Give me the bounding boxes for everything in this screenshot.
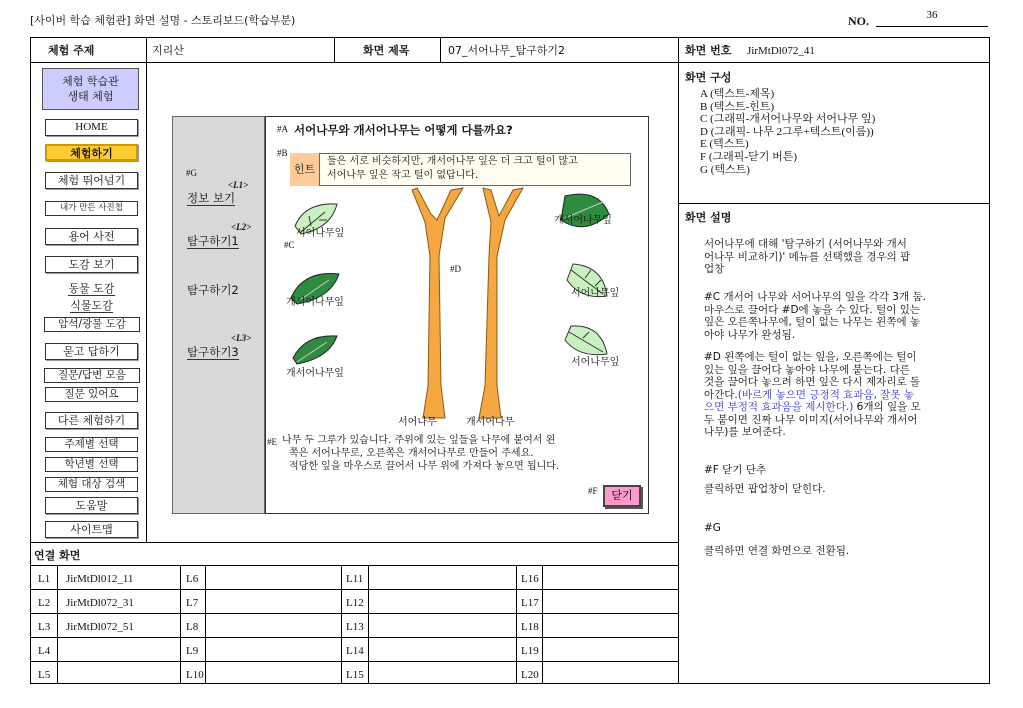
nav-skip-button[interactable]: 체험 뛰어넘기 — [45, 172, 138, 189]
popup-desc-line-2: 쪽은 서어나무로, 오른쪽은 개서어나무로 만들어 주세요. — [289, 448, 534, 459]
document-title: [사이버 학습 체험관] 화면 설명 - 스토리보드(학습부분) — [30, 14, 296, 27]
nav-experience-button[interactable]: 체험하기 — [45, 144, 138, 161]
link-target-cell: JirMtDl072_51 — [66, 621, 134, 633]
link-id-cell: L8 — [186, 621, 199, 633]
desc-line: 서어나무에 대해 '탐구하기 (서어나무와 개서 — [704, 238, 907, 250]
nav-header — [42, 68, 139, 110]
subject-value: 지리산 — [152, 44, 184, 57]
desc-line: #F 닫기 단추 — [704, 464, 767, 476]
mark-e: #E — [267, 437, 277, 447]
hint-text — [327, 155, 630, 183]
link-marker-l3: <L3> — [231, 333, 252, 343]
composition-item: A (텍스트-제목) — [700, 88, 775, 100]
tree-left-icon — [412, 188, 463, 418]
nav-my-album-button[interactable]: 내가 만든 사진첩 — [45, 201, 138, 216]
mark-a: #A — [277, 124, 288, 134]
nav-home-button[interactable]: HOME — [45, 119, 138, 136]
desc-line-mixed — [704, 389, 921, 402]
link-target-cell: JirMtDl072_31 — [66, 597, 134, 609]
composition-item: F (그래픽-닫기 버튼) — [700, 150, 797, 163]
menu-explore2-current: 탐구하기2 — [187, 283, 239, 297]
link-id-cell: L11 — [346, 573, 364, 585]
header-sep-3 — [440, 37, 441, 62]
nav-ask-question-link[interactable]: 질문 있어요 — [45, 387, 138, 402]
desc-line: #D 왼쪽에는 털이 없는 잎을, 오른쪽에는 털이 — [704, 351, 917, 363]
popup-description — [282, 434, 642, 473]
links-col-line-4 — [368, 565, 369, 684]
links-row-line-0 — [30, 565, 678, 566]
screen-title-label: 화면 제목 — [363, 44, 410, 57]
composition-item: B (텍스트-힌트) — [700, 100, 775, 113]
links-col-line-6 — [542, 565, 543, 684]
links-row-line-4 — [30, 661, 678, 662]
leaf-label-right-3: 서어나무잎 — [571, 357, 620, 368]
page-number-value: 36 — [926, 9, 938, 21]
desc-line: 두 붙이면 진짜 나무 이미지(서어나무와 개서어 — [704, 413, 918, 426]
hint-line-2: 서어나무 잎은 작고 털이 없답니다. — [327, 170, 479, 181]
links-col-line-1 — [180, 565, 181, 684]
tree-label-right: 개서어나무 — [466, 417, 515, 428]
menu-explore1-link[interactable]: 탐구하기1 — [187, 234, 239, 248]
popup-desc-line-1: 나무 두 그루가 있습니다. 주위에 있는 잎들을 나무에 붙여서 왼 — [282, 435, 556, 446]
desc-line: 클릭하면 연결 화면으로 전환됨. — [704, 544, 850, 557]
composition-item: D (그래픽- 나무 2그루+텍스트(이름)) — [700, 125, 874, 138]
page-number-underline — [876, 26, 988, 27]
nav-qa-button[interactable]: 묻고 답하기 — [45, 343, 138, 360]
link-marker-l2: <L2> — [231, 222, 252, 232]
header-sep-1 — [146, 37, 147, 62]
link-id-cell: L3 — [38, 621, 51, 633]
links-section-label: 연결 화면 — [34, 549, 81, 562]
hint-badge: 힌트 — [290, 153, 320, 186]
description-label: 화면 설명 — [685, 211, 732, 224]
link-id-cell: L13 — [346, 621, 364, 633]
desc-line: 아야 나무가 완성됨. — [704, 328, 796, 341]
link-id-cell: L4 — [38, 645, 51, 657]
mark-g: #G — [186, 168, 197, 178]
leaf-label-left-3: 개서어나무잎 — [286, 368, 344, 379]
links-section-top — [30, 542, 678, 543]
leaf-left-3-icon — [293, 336, 337, 364]
desc-sound-note: (바르게 놓으면 긍정적 효과음, 잘못 놓 — [737, 388, 915, 401]
link-id-cell: L9 — [186, 645, 199, 657]
nav-header-line1: 체험 학습관 — [62, 75, 119, 88]
mark-c: #C — [284, 240, 295, 250]
links-row-line-3 — [30, 637, 678, 638]
right-panel-divider — [678, 37, 679, 684]
nav-plant-guide-link[interactable]: 식물도감 — [70, 299, 113, 312]
link-id-cell: L14 — [346, 645, 364, 657]
desc-line: 잎은 오른쪽나무에, 털이 없는 나무는 왼쪽에 놓 — [704, 316, 921, 328]
desc-line-mixed-2 — [704, 401, 921, 414]
link-id-cell: L5 — [38, 669, 51, 681]
desc-sound-note: 으면 부정적 효과음을 제시한다.) — [704, 401, 854, 413]
menu-info-link[interactable]: 정보 보기 — [187, 191, 236, 205]
nav-glossary-button[interactable]: 용어 사전 — [45, 228, 138, 245]
hint-line-1: 둘은 서로 비슷하지만, 개서어나무 잎은 더 크고 털이 많고 — [327, 156, 578, 167]
nav-qa-archive-link[interactable]: 질문/답변 모음 — [44, 368, 140, 383]
menu-explore3-link[interactable]: 탐구하기3 — [187, 345, 239, 359]
desc-text: 아간다. — [704, 388, 738, 401]
link-id-cell: L17 — [521, 597, 539, 609]
screen-title-value: 07_서어나무_탐구하기2 — [448, 44, 566, 57]
tree-label-left: 서어나무 — [398, 417, 437, 428]
nav-sitemap-button[interactable]: 사이트맵 — [45, 521, 138, 538]
links-col-line-0 — [57, 565, 58, 684]
links-col-line-3 — [341, 565, 342, 684]
link-marker-l1: <L1> — [228, 180, 249, 190]
composition-item: G (텍스트) — [700, 163, 750, 176]
composition-label: 화면 구성 — [685, 71, 732, 84]
desc-text: 6개의 잎을 모 — [853, 401, 921, 413]
nav-help-button[interactable]: 도움말 — [45, 497, 138, 514]
link-id-cell: L18 — [521, 621, 539, 633]
description-paragraph-1 — [704, 238, 910, 276]
link-id-cell: L15 — [346, 669, 364, 681]
right-panel-section-divider — [678, 203, 990, 204]
header-divider — [30, 62, 990, 63]
popup-desc-line-3: 적당한 잎을 마우스로 끌어서 나무 위에 가져다 놓으면 됩니다. — [289, 461, 560, 472]
nav-topic-select-link[interactable]: 주제별 선택 — [45, 437, 138, 452]
links-col-line-2 — [205, 565, 206, 684]
popup-title: 서어나무와 개서어나무는 어떻게 다를까요? — [294, 123, 513, 137]
link-id-cell: L6 — [186, 573, 199, 585]
nav-other-experience-button[interactable]: 다른 체험하기 — [45, 412, 138, 429]
link-id-cell: L10 — [186, 669, 204, 681]
nav-rock-guide-link[interactable]: 암석/광물 도감 — [44, 317, 140, 332]
link-id-cell: L2 — [38, 597, 51, 609]
screen-number-value: JirMtDl072_41 — [747, 45, 815, 57]
mark-b: #B — [277, 148, 288, 158]
link-target-cell: JirMtDl012_11 — [66, 573, 134, 585]
leaf-label-right-1: 개서어나무잎 — [554, 215, 612, 226]
link-id-cell: L1 — [38, 573, 51, 585]
description-paragraph-2 — [704, 291, 926, 341]
link-id-cell: L12 — [346, 597, 364, 609]
desc-line: 있는 잎을 끌어다 놓아야 나무에 붙는다. 다른 — [704, 363, 910, 376]
tree-right-icon — [479, 188, 523, 418]
leaf-right-3-icon — [565, 326, 607, 355]
composition-item: E (텍스트) — [700, 138, 749, 151]
screen-number-label: 화면 번호 — [685, 44, 732, 57]
nav-column-divider — [146, 62, 147, 542]
link-id-cell: L19 — [521, 645, 539, 657]
link-id-cell: L20 — [521, 669, 539, 681]
desc-line: 나무)를 보여준다. — [704, 426, 786, 438]
nav-target-search-link[interactable]: 체험 대상 검색 — [45, 477, 138, 492]
nav-guidebook-button[interactable]: 도감 보기 — [45, 256, 138, 273]
desc-line: 어나무 비교하기)' 메뉴를 선택했을 경우의 팝 — [704, 250, 911, 263]
composition-item: C (그래픽-개서어나무와 서어나무 잎) — [700, 113, 876, 126]
nav-header-line2: 생태 체험 — [67, 90, 114, 103]
desc-line: #C 개서어 나무와 서어나무의 잎을 각각 3개 둠. — [704, 291, 926, 303]
nav-animal-guide-link[interactable]: 동물 도감 — [68, 282, 115, 295]
links-row-line-1 — [30, 589, 678, 590]
link-id-cell: L7 — [186, 597, 199, 609]
page-number-label: NO. — [848, 14, 869, 28]
desc-line: 업창 — [704, 263, 725, 275]
composition-list — [700, 88, 875, 176]
mark-f: #F — [588, 486, 598, 496]
header-sep-2 — [334, 37, 335, 62]
description-paragraph-4 — [704, 464, 826, 495]
link-id-cell: L16 — [521, 573, 539, 585]
links-col-line-5 — [516, 565, 517, 684]
desc-line: 마우스로 끌어다 #D에 놓을 수 있다. 털이 있는 — [704, 303, 921, 316]
links-row-line-2 — [30, 613, 678, 614]
leaf-label-right-2: 서어나무잎 — [571, 288, 620, 299]
desc-line: 클릭하면 팝업창이 닫힌다. — [704, 482, 826, 495]
description-paragraph-5 — [704, 522, 849, 557]
description-paragraph-3 — [704, 351, 921, 439]
nav-grade-select-link[interactable]: 학년별 선택 — [45, 457, 138, 472]
mark-d: #D — [450, 264, 461, 274]
close-button[interactable]: 닫기 — [603, 485, 641, 507]
desc-line: #G — [704, 522, 721, 534]
desc-line: 것을 끌어다 놓으려 하면 잎은 다시 제자리로 돌 — [704, 376, 921, 388]
subject-label: 체험 주제 — [48, 44, 95, 57]
leaf-label-left-2: 개서어나무잎 — [286, 297, 344, 308]
leaf-label-left-1: 서어나무잎 — [296, 228, 345, 239]
